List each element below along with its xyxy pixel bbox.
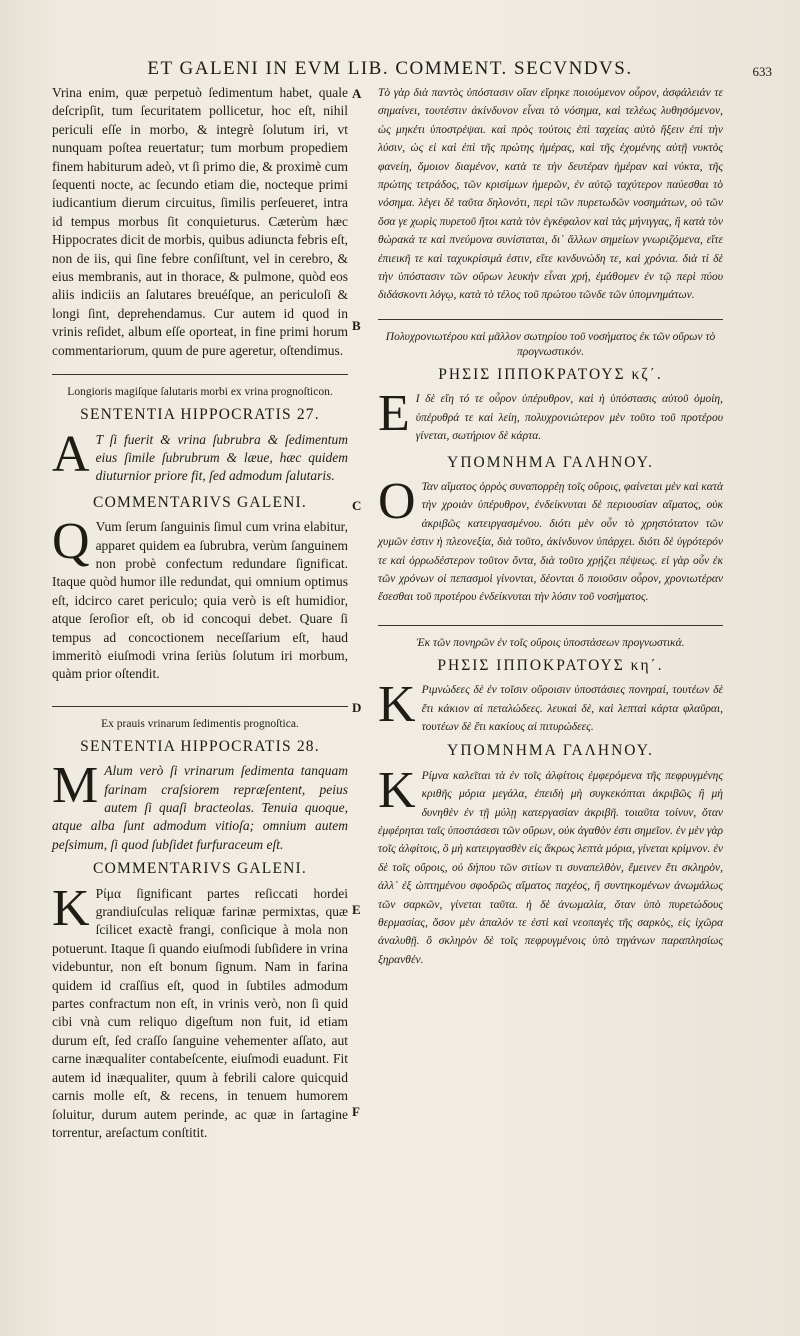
- page-number: 633: [752, 64, 772, 79]
- margin-letter-f: F: [352, 1104, 360, 1119]
- greek-sec28-heading: ΡΗΣΙΣ ΙΠΠΟΚΡΑΤΟΥΣ κη΄.: [437, 656, 664, 674]
- latin-sec27-heading: SENTENTIA HIPPOCRATIS 27.: [80, 406, 320, 424]
- greek-sec28-commentary: [378, 761, 723, 969]
- greek-sec28-comm-text: Ρίμνα καλεῖται τὰ ἐν τοῖς ἀλφίτοις ἐμφερόμενα τῆς πεφρυγμένης κριθῆς μόρια μεγάλα, ἐπειδὴ μὴ συγκεκόπται ἀκριβῶς ἢ μὴ δυνηθὲν ἐν τῇ μύλῃ κατεργασίαν ἀκριβῆ. τοιαῦτα τοίνυν, ὅταν ἐμφέρηται ταῖς ὑποστάσεσι τῶν οὔρων, οὐκ ἀγαθὸν ἐστι σημεῖον. ἐν μὲν γὰρ τοῖς ἀλφίτοις, ὃ μὴ κατειργασθὲν εἰς ἄκρως λεπτὰ μόρια, γίνεται κρίμνον. ἐν δὲ τοῖς οὔροις, οὐ δήπου τῶν σιτίων τι συναπελθὸν, ἔμεινεν ἔτι σκληρὸν, ἀλλ᾽ ἐξ ὠπτημένου σφοδρῶς αἵματος παχέος, ἢ συντηκομένων ἀνωμάλως τῶν σαρκῶν, γίνεται ταῦτα. ἡ δὲ ἀνωμαλία, ὅταν ὑπὸ πυρετώδους θερμασίας, ὅσον μὲν ἁπαλόν τε ἐστὶ καὶ νεοπαγὲς τῆς σαρκὸς, εἰς ἰχῶρα ἀναλυθῇ. ὃ σκληρὸν δὲ τοῖς πεφρυγμένοις ὑπὸ τηγάνων παραπλησίως ξηρανθέν.: [378, 769, 723, 966]
- margin-letter-d: D: [352, 700, 362, 715]
- greek-intro-paragraph: Τὸ γὰρ διὰ παντὸς ὑπόστασιν οἵαν εἴρηκε ποιούμενον οὖρον, ἀσφάλειάν τε σημαίνει, τουτέστιν ἀκίνδυνον εἶναι τὸ νόσημα, καὶ τελέως λυθησόμενον, ὡς μηκέτι ὑποστρέψαι. καὶ πρὸς τούτοις ἐπὶ ταχείας αὐτὸ ἥξειν ἐπὶ τὴν λύσιν, ὡς εἰ καὶ ἐπὶ τῆς πρώτης ἡμέρας, καὶ τῆς ἐχομένης αὐτῇ νυκτὸς φανείη, ὅμοιον διαμένον, κατὰ τε τὴν δευτέραν ἡμέραν καὶ νύκτα, τῆς πρώτης τετράδος, τῶν κρισίμων ἡμερῶν, ἐν αὐτῷ ταχύτερον παύεσθαι τὸ νόσημα. λέγει δὲ ταῦτα δηλονότι, περὶ τῶν πυρετωδῶν νοσημάτων, οὐ τῶν ὅσα γε χωρὶς πυρετοῦ ἤτοι κατὰ τὸν ἐγκέφαλον καὶ τὰς μήνιγγας, ἢ κατὰ τὸν θώρακά τε καὶ πνεύμονα συνίσταται, δι᾽ ἄλλων σημείων γνωριζόμενα, εἴτε ἐπιεικῆ τε καὶ ταχυκρίσιμά ἐστιν, εἴτε κινδυνώδη τε, καὶ χρόνια. διὰ τί δὲ τὴν ὑπόστασιν τῶν οὔρων λευκὴν εἶναι χρή, ἐμάθομεν ἐν τῷ περὶ πύου διδάσκοντι λόγῳ, κατὰ τὸ τέλος τοῦ πρώτου τῶνδε τῶν ὑπομνημάτων.: [378, 87, 723, 302]
- latin-sec28-subtitle: Ex prauis vrinarum ſedimentis prognoſtica.: [101, 717, 299, 730]
- margin-letter-e: E: [352, 902, 361, 917]
- greek-sec27-comm-text: Ταν αἵματος ὀρρὸς συναπορρέῃ τοῖς οὔροις, φαίνεται μὲν καὶ κατὰ τὴν χροιὰν ὑπέρυθρον, ἐνδείκνυται δὲ περιουσίαν αἵματος, οὐκ ἀκριβῶς κατειργασμένου. διότι μὲν οὖν τὸ χρηστότατον τῶν χυμῶν ἐστιν ἡ πλεονεξία, διὰ τοῦτο, ἀκίνδυνον ὑπάρχει. διότι δὲ ὑγρότερόν τε καὶ ὀρρωδέστερον τοῦτον ὄντα, διὰ τοῦτο χρῄζει πέψεως. εἰ γὰρ οὖν ἐκ τῶν χρόνων οἱ πεπασμοὶ γίνονται, δέονται ὃ ποιοῦσιν οὖρον, χρονιωτέραν ἔσεσθαι τοῦ προτέρου ἐνδείκνυται τὴν λύσιν τοῦ νοσήματος.: [378, 480, 723, 604]
- latin-sec28-comm-heading: COMMENTARIVS GALENI.: [93, 860, 307, 878]
- greek-sec28-subtitle: Ἐκ τῶν πονηρῶν ἐν τοῖς οὔροις ὑποστάσεων προγνωστικά.: [416, 636, 685, 649]
- greek-sec28-aphorism: [378, 676, 723, 736]
- latin-sec27-commentary: [52, 513, 348, 684]
- latin-sec28-comm-text: Ρίμα ſignificant partes reſiccati hordei grandiuſculas reliquæ farinæ permixtas, quæ ſcilicet exactè frangi, conſicique à mola non potuerunt. Itaque ſi quando eiuſmodi ſubſidere in vrina videbuntur, non eſt bonum ſignum. Nam in farina quidem id craſſius eſt, quod in ſubtiles admodum partes confractum non eſt, in vrinis verò, non ſi quid cibi vnà cum reliquo digeſtum non fuit, id etiam durum eſt, ſed craſſo ſanguine vehementer aſſato, aut carne inæqualiter contabeſcente, eiuſmodi euadunt. Fit autem id inæqualiter, quum à febrili calore quicquid carnis molle eſt, & recens, in tenuem humorem ſoluitur, durum autem perinde, ac quæ in ſartagine torrentur, areſactum conſtitit.: [52, 885, 348, 1140]
- drop-cap: Κ: [378, 676, 416, 734]
- greek-sec28-text: Ριμνώδεες δὲ ἐν τοῖσιν οὔροισιν ὑποστάσιες πονηραί, τουτέων δὲ ἔτι κάκιον αἱ πεταλώδεες. λευκαὶ δὲ, καὶ λεπταὶ κάρτα φλαῦραι, τουτέων δὲ ἔτι κακίους αἱ πιτυρώδεες.: [421, 684, 723, 733]
- latin-sec28-text: Alum verò ſi vrinarum ſedimenta tanquam farinam craſsiorem repræſentent, peius autem ſi quaſi bracteolas. Tenuia quoque, atque alba ſunt admodum vitioſa; omnium autem peſsimum, ſi quod ſubſidet furfuraceum eſt.: [52, 763, 348, 852]
- latin-sec28-aphorism: [52, 757, 348, 854]
- latin-sec27-comm-heading: COMMENTARIVS GALENI.: [93, 493, 307, 511]
- latin-intro-paragraph: Vrina enim, quæ perpetuò ſedimentum habet, quale deſcripſit, tum ſecuritatem pollicetur, hoc eſt, nihil periculi eſſe in morbo, & integrè ſolutum iri, vt nunquam poſtea reuertatur; tum morbum propediem finem habiturum adeò, vt ſi primo die, & proximè cum ſequenti nocte, ac ſecundo etiam die, nocteque primi iudicantium dierum circuitus, ſimilis perſeueret, intra id tempus morbus ſit conquieturus. Cæterùm hæc Hippocrates dicit de morbis, quibus adiuncta febris eſt, non de iis, qui ſine febre conſiſtunt, vel in cerebro, & eius membranis, aut in thorace, & pulmone, quòd eos aliis indiciis an ſalutares breuéſque, an periculoſi & longi ſint, deprehendamus. Cur autem id quod in vrinis reſidet, album eſſe oporteat, in fine primi horum commentariorum, quum de pure ageretur, oſtendimus.: [52, 85, 348, 358]
- greek-sec28-comm-heading: ΥΠΟΜΝΗΜΑ ΓΑΛΗΝΟΥ.: [447, 742, 654, 760]
- latin-sec27-subtitle: Longioris magiſque ſalutaris morbi ex vrina prognoſticon.: [67, 386, 333, 399]
- greek-sec27-commentary: [378, 472, 723, 607]
- greek-sec27-heading: ΡΗΣΙΣ ΙΠΠΟΚΡΑΤΟΥΣ κζ΄.: [438, 365, 663, 383]
- drop-cap: Ο: [378, 472, 416, 530]
- running-title: ET GALENI IN EVM LIB. COMMENT. SECVNDVS.: [147, 58, 633, 79]
- section-divider: [52, 706, 348, 707]
- margin-letter-c: C: [352, 498, 362, 513]
- latin-sec27-text: T ſi fuerit & vrina ſubrubra & ſedimentum eius ſimile ſubrubrum & læue, hæc quidem diuturnior priore fit, ſed admodum ſalutaris.: [95, 431, 348, 484]
- latin-sec27-comm-text: Vum ſerum ſanguinis ſimul cum vrina elabitur, apparet quidem ea ſubrubra, verùm ſanguinem non probè confectum redundare ſignificat. Itaque quòd humor ille redundat, qui omnium optimus eſt, idcirco caret periculo; quia verò is eſt humidior, atque ſeroſior eſt, ob id concoqui debet. Quare ſi tempus ad concoctionem neceſſarium eſt, haud immeritò eiuſmodi vrina ſeriùs ſolutum iri morbum, quàm prior oſtendit.: [52, 519, 348, 682]
- drop-cap: A: [52, 425, 90, 483]
- greek-sec27-aphorism: [378, 385, 723, 445]
- greek-column: [378, 84, 723, 969]
- section-divider: [378, 319, 723, 320]
- greek-sec27-text: Ι δὲ εἴη τό τε οὖρον ὑπέρυθρον, καὶ ἡ ὑπόστασις αὐτοῦ ὁμοίη, ὑπέρυθρά τε καὶ λείη, πολυχρονιώτερον μὲν τοῦτο τοῦ προτέρου γίνεται, σωτήριον δὲ κάρτα.: [415, 393, 723, 443]
- latin-column: [52, 84, 348, 1142]
- drop-cap: M: [52, 757, 99, 815]
- section-divider: [52, 374, 348, 375]
- margin-letter-b: B: [352, 318, 361, 333]
- greek-sec27-comm-heading: ΥΠΟΜΝΗΜΑ ΓΑΛΗΝΟΥ.: [447, 453, 654, 471]
- latin-sec27-aphorism: [52, 425, 348, 486]
- section-divider: [378, 625, 723, 626]
- latin-sec28-commentary: [52, 879, 348, 1143]
- margin-letter-a: A: [352, 86, 362, 101]
- latin-sec28-heading: SENTENTIA HIPPOCRATIS 28.: [80, 737, 320, 755]
- drop-cap: Q: [52, 513, 90, 571]
- greek-sec27-subtitle: Πολυχρονιωτέρου καὶ μᾶλλον σωτηρίου τοῦ νοσήματος ἐκ τῶν οὔρων τὸ προγνωστικόν.: [385, 330, 716, 358]
- drop-cap: K: [52, 879, 90, 937]
- drop-cap: Κ: [378, 761, 416, 819]
- drop-cap: Ε: [378, 385, 410, 443]
